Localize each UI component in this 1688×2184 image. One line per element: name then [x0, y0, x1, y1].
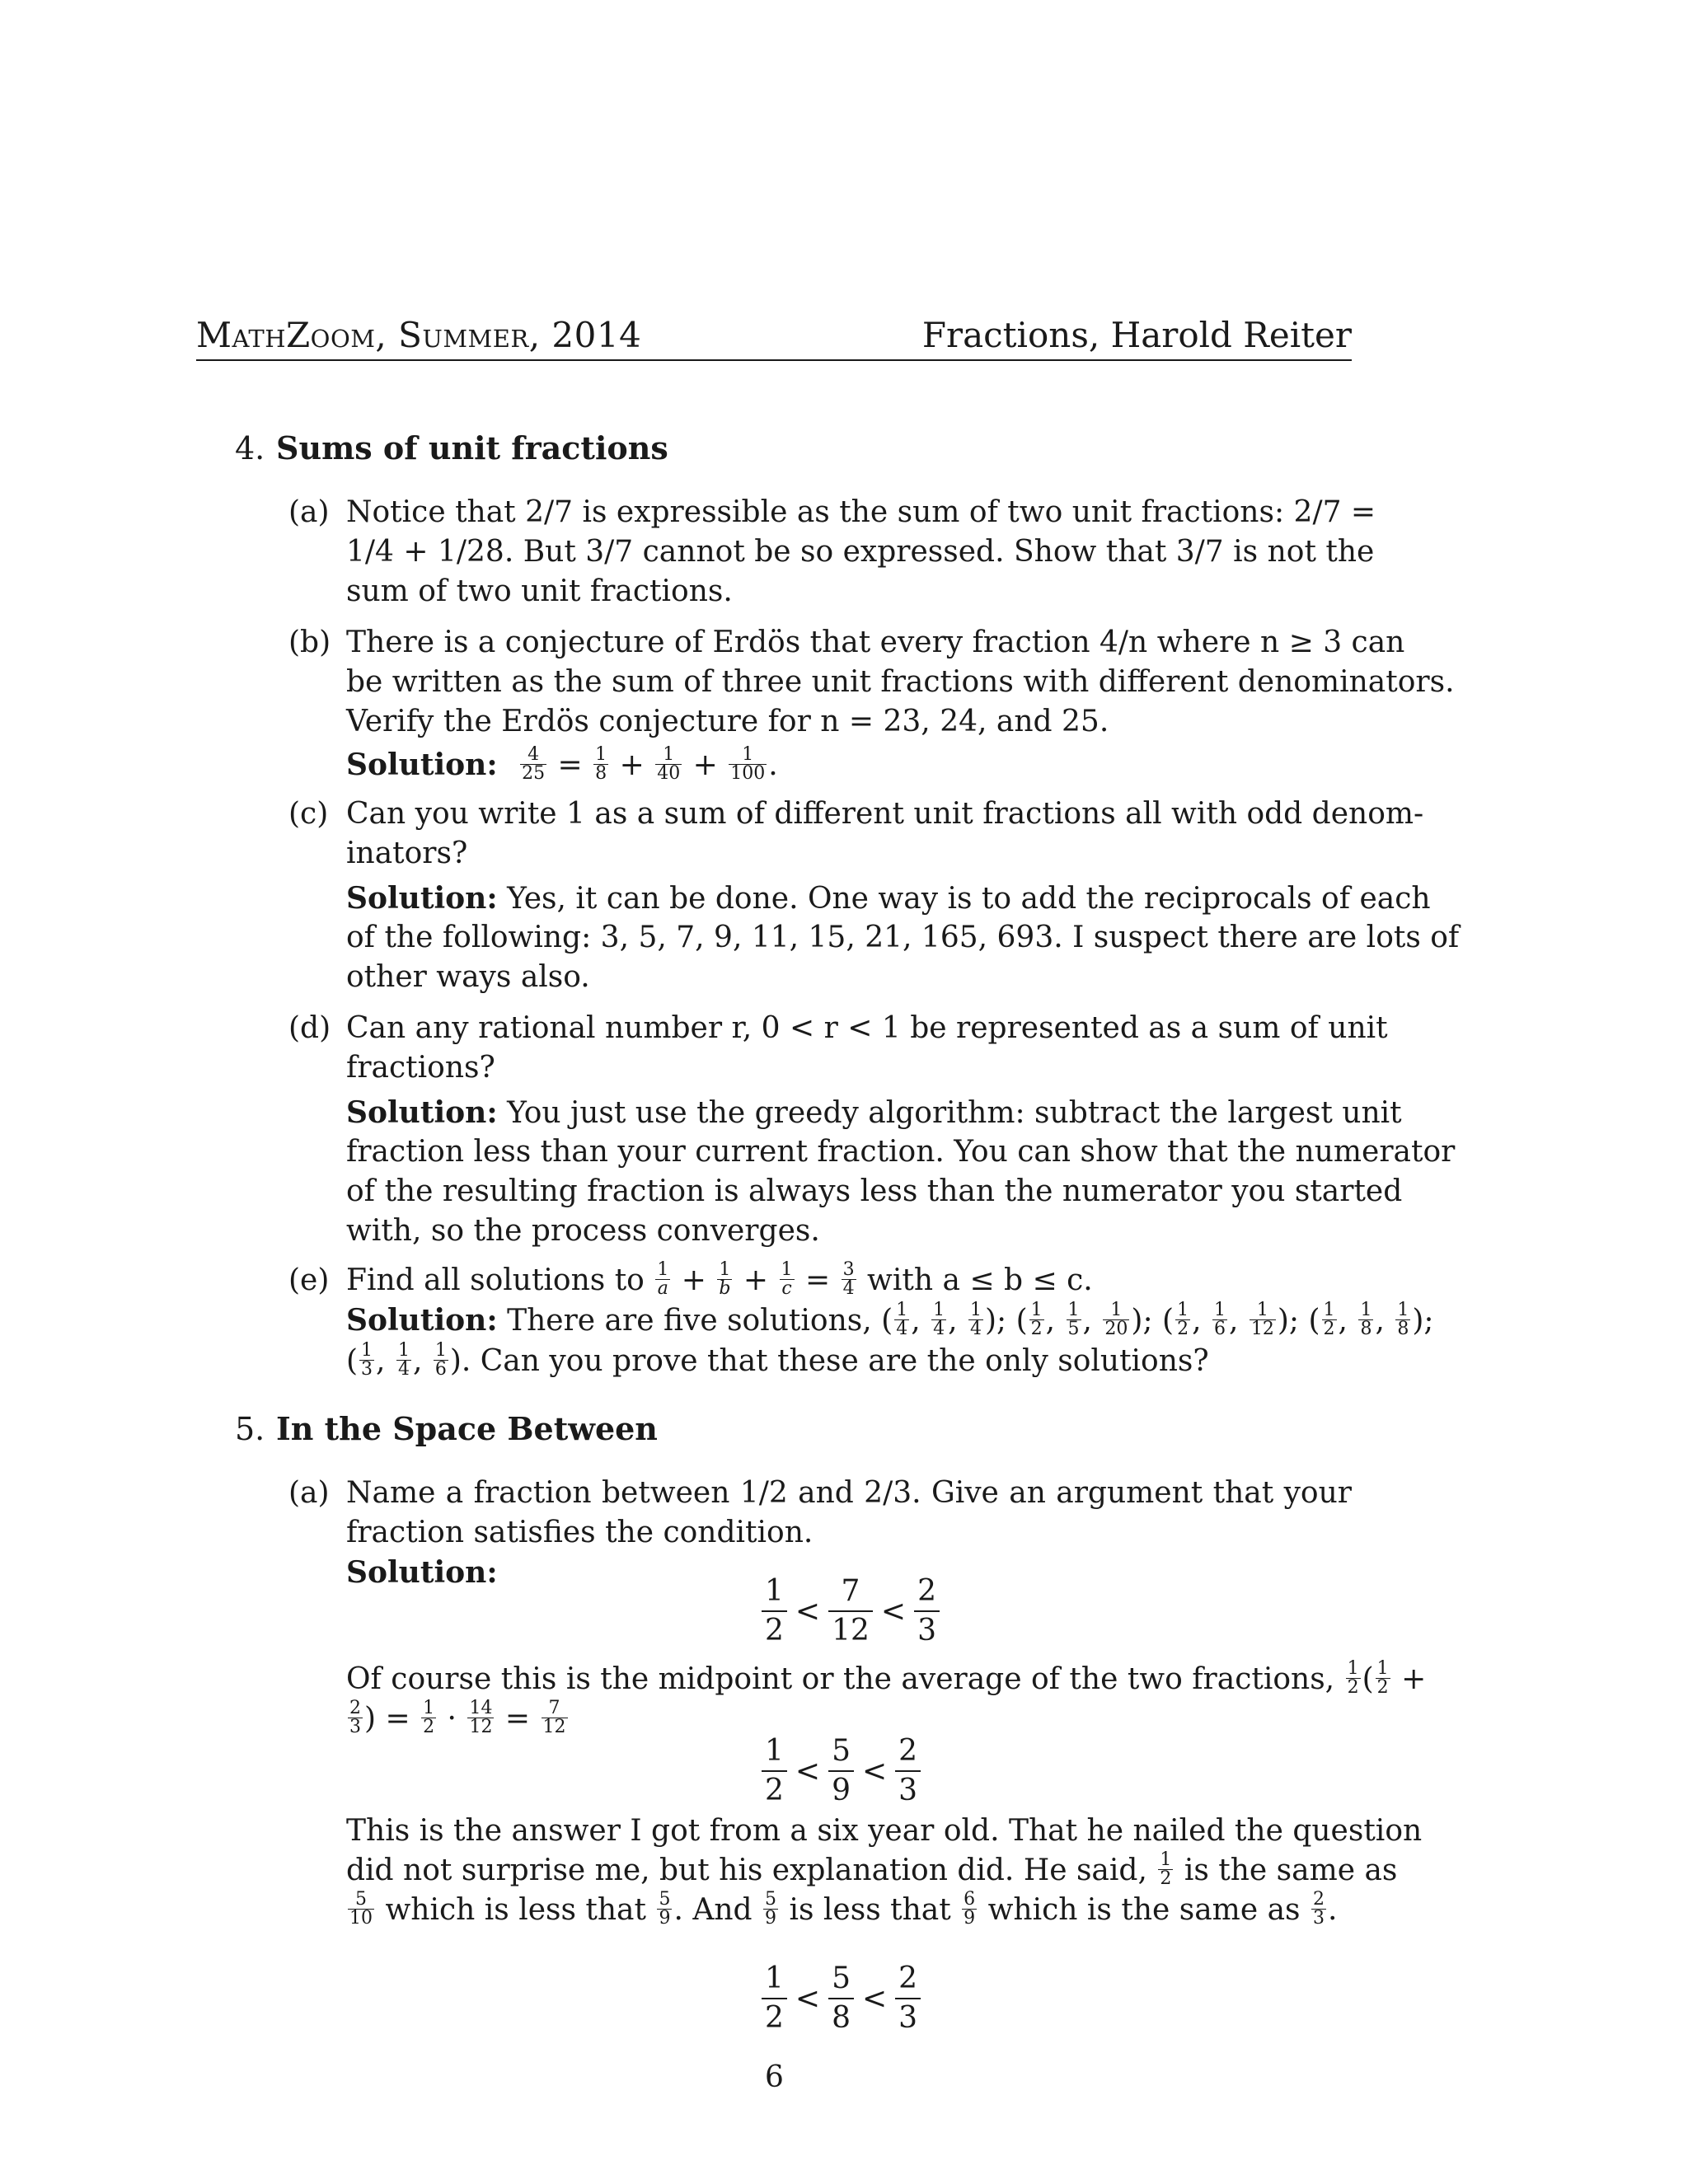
item-4a-label: (a) [288, 495, 330, 529]
item-5a-solution-label [346, 1554, 498, 1591]
inequality-5-9: $\frac{1}{2}$ < $\frac{5}{9}$ < $\frac{2}{3}$ [757, 1732, 926, 1810]
item-4d-sol3: of the resulting fraction is always less than the numerator you started [346, 1174, 1403, 1208]
section-5-number: 5. [235, 1411, 265, 1447]
item-4a-line2: 1/4 + 1/28. But 3/7 cannot be so expressed. Show that 3/7 is not the [346, 535, 1375, 569]
section-5-heading [235, 1411, 658, 1447]
item-5a-midpoint-cont: $\frac{2}{3}$ ) = $\frac{1}{2}$ · $\frac{14}{12}$ = $\frac{7}{12}$ [349, 1697, 566, 1737]
header-course: MathZoom, Summer, 2014 [196, 315, 642, 355]
header-topic: Fractions, Harold Reiter [921, 315, 1352, 355]
section-5-title: In the Space Between [276, 1410, 658, 1447]
page-number: 6 [765, 2060, 784, 2094]
item-5a-line1: Name a fraction between 1/2 and 2/3. Give an argument that your [346, 1476, 1352, 1510]
item-5a-story1: This is the answer I got from a six year old. That he nailed the question [346, 1814, 1423, 1848]
solution-label: Solution: [346, 881, 498, 916]
section-4-heading [235, 430, 668, 466]
item-4c-sol2: of the following: 3, 5, 7, 9, 11, 15, 21, 165, 693. I suspect there are lots of [346, 921, 1460, 954]
item-4a-line1: Notice that 2/7 is expressible as the sum of two unit fractions: 2/7 = [346, 495, 1376, 529]
item-5a-label: (a) [288, 1476, 330, 1510]
item-4c-line2: inators? [346, 837, 468, 870]
solution-label: Solution: [346, 1555, 498, 1590]
section-4-number: 4. [235, 430, 265, 466]
solution-label: Solution: [346, 1095, 498, 1130]
running-header [196, 312, 1352, 361]
item-4e-sol2: ( $\frac{1}{3}$ , $\frac{1}{4}$ , $\frac{1}{6}$ ). Can you prove that these are the only solutions? [346, 1339, 1209, 1380]
item-5a-story2: did not surprise me, but his explanation did. He said, $\frac{1}{2}$ is the same as [346, 1849, 1398, 1889]
item-4d-line2: fractions? [346, 1051, 495, 1085]
item-5a-midpoint: Of course this is the midpoint or the average of the two fractions, $\frac{1}{2}$ ( $\frac{1}{2}$ + [346, 1657, 1427, 1698]
item-4c-label: (c) [288, 797, 329, 831]
item-4d-line1: Can any rational number r, 0 < r < 1 be represented as a sum of unit [346, 1011, 1388, 1045]
item-4e-sol1: Solution: There are five solutions, ( $\frac{1}{4}$ , $\frac{1}{4}$ , $\frac{1}{4}$ ); ( $\frac{1}{2}$ , $\frac{1}{5}$ , $\frac{1}{20}$ ); ( $\frac{1}{2}$ , $\frac{1}{6}$ , $\frac{1}{12}$ ); ( $\frac{1}{2}$ , $\frac{1}{8}$ , $\frac{1}{8}$ ); [346, 1299, 1434, 1339]
item-4d-sol1: Solution: You just use the greedy algorithm: subtract the largest unit [346, 1095, 1402, 1130]
erdos-equation: $\frac{4}{25}$ = $\frac{1}{8}$ + $\frac{1}{40}$ + $\frac{1}{100}$ . [522, 743, 778, 784]
section-4-title: Sums of unit fractions [276, 429, 668, 466]
inequality-7-12: $\frac{1}{2}$ < $\frac{7}{12}$ < $\frac{2}{3}$ [757, 1572, 945, 1650]
item-5a-line2: fraction satisfies the condition. [346, 1516, 814, 1549]
item-4e-line1: Find all solutions to $\frac{1}{a}$ + $\frac{1}{b}$ + $\frac{1}{c}$ = $\frac{3}{4}$ with a ≤ b ≤ c. [346, 1258, 1093, 1299]
item-4d-sol4: with, so the process converges. [346, 1214, 820, 1248]
item-4b-line1: There is a conjecture of Erdös that every fraction 4/n where n ≥ 3 can [346, 626, 1405, 659]
item-4c-sol1: Solution: Yes, it can be done. One way is to add the reciprocals of each [346, 881, 1431, 916]
item-4b-label: (b) [288, 626, 331, 659]
item-4d-sol2: fraction less than your current fraction. You can show that the numerator [346, 1135, 1456, 1169]
item-4e-label: (e) [288, 1263, 330, 1297]
item-4b-line3: Verify the Erdös conjecture for n = 23, 24, and 25. [346, 705, 1109, 738]
item-4b-line2: be written as the sum of three unit fractions with different denominators. [346, 665, 1455, 699]
item-5a-story3: $\frac{5}{10}$ which is less that $\frac{5}{9}$ . And $\frac{5}{9}$ is less that $\frac{6}{9}$ which is the same as $\frac{2}{3}$ . [349, 1888, 1338, 1929]
solution-label: Solution: [346, 1303, 498, 1338]
inequality-5-8: $\frac{1}{2}$ < $\frac{5}{8}$ < $\frac{2}{3}$ [757, 1960, 926, 2037]
item-4c-line1: Can you write 1 as a sum of different unit fractions all with odd denom- [346, 797, 1424, 831]
item-4d-label: (d) [288, 1011, 331, 1045]
item-4b-solution [346, 743, 778, 786]
item-4c-sol3: other ways also. [346, 960, 590, 994]
item-4a-line3: sum of two unit fractions. [346, 574, 733, 608]
solution-label: Solution: [346, 748, 498, 782]
